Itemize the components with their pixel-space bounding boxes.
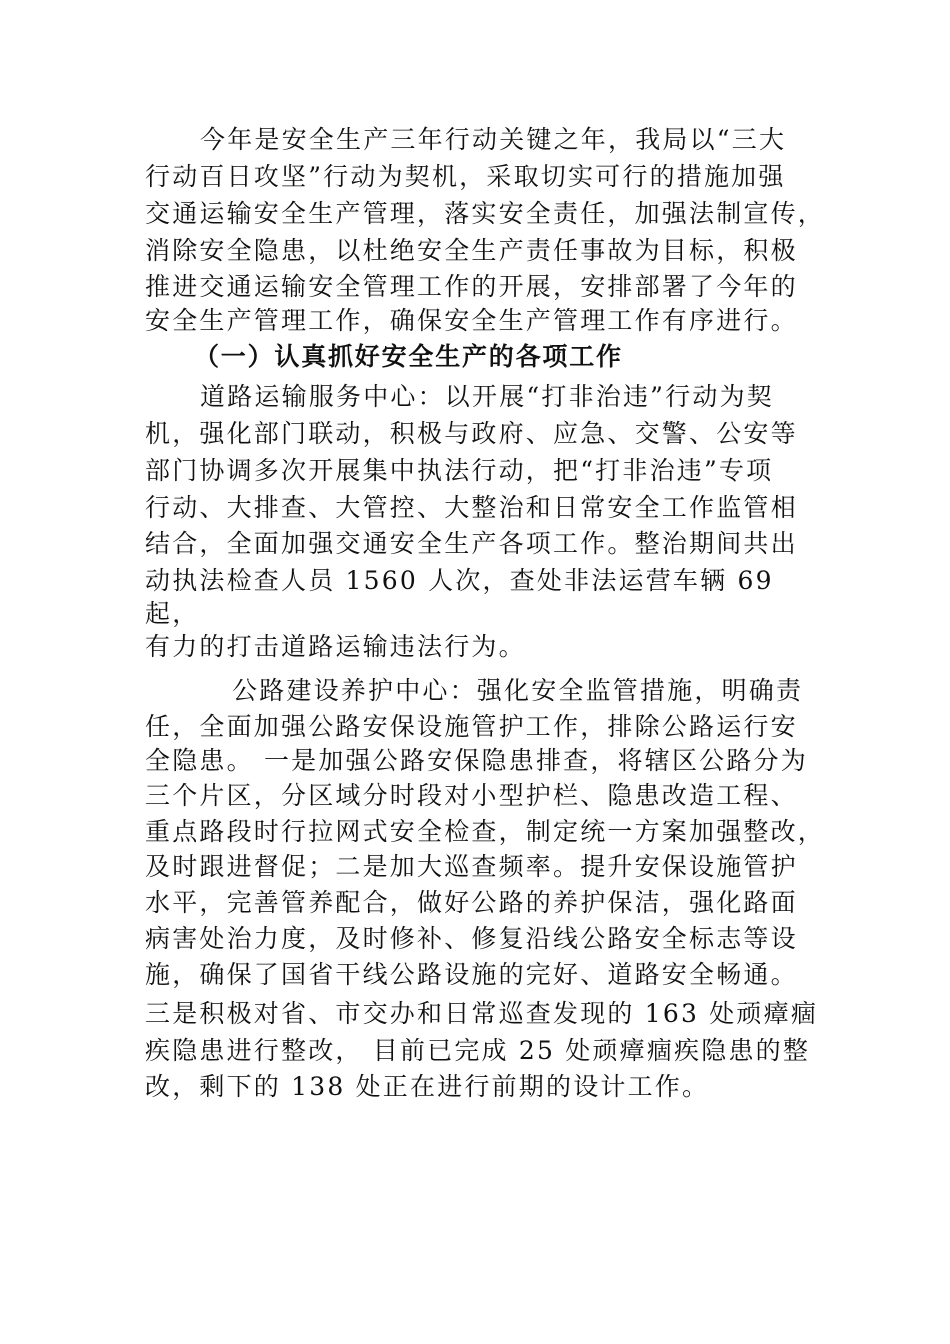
paragraph-2-line-4: 行动、大排查、大管控、大整治和日常安全工作监管相 <box>145 493 798 522</box>
paragraph-3-line-7: 水平，完善管养配合，做好公路的养护保洁，强化路面 <box>145 888 798 917</box>
paragraph-3-line-6: 及时跟进督促；二是加大巡查频率。提升安保设施管护 <box>145 852 798 881</box>
section-heading: （一）认真抓好安全生产的各项工作 <box>194 342 623 371</box>
paragraph-2-line-2: 机，强化部门联动，积极与政府、应急、交警、公安等 <box>145 419 798 448</box>
paragraph-1-line-5: 推进交通运输安全管理工作的开展，安排部署了今年的 <box>145 272 798 301</box>
paragraph-2-line-6: 动执法检查人员 1560 人次，查处非法运营车辆 69 <box>145 566 774 595</box>
paragraph-3-line-5: 重点路段时行拉网式安全检查，制定统一方案加强整改， <box>145 817 826 846</box>
paragraph-2-line-8: 有力的打击道路运输违法行为。 <box>145 632 526 661</box>
paragraph-2-line-5: 结合，全面加强交通安全生产各项工作。整治期间共出 <box>145 529 798 558</box>
paragraph-3-line-2: 任，全面加强公路安保设施管护工作，排除公路运行安 <box>145 712 798 741</box>
paragraph-3-line-1: 公路建设养护中心：强化安全监管措施，明确责 <box>232 676 804 705</box>
paragraph-2-line-7: 起， <box>145 599 200 628</box>
paragraph-2-line-3: 部门协调多次开展集中执法行动，把“打非治违”专项 <box>145 456 774 485</box>
paragraph-3-line-12: 改，剩下的 138 处正在进行前期的设计工作。 <box>145 1072 710 1101</box>
paragraph-2-line-1: 道路运输服务中心：以开展“打非治违”行动为契 <box>200 382 774 411</box>
paragraph-1-line-3: 交通运输安全生产管理，落实安全责任，加强法制宣传， <box>145 199 826 228</box>
paragraph-3-line-3: 全隐患。 一是加强公路安保隐患排查，将辖区公路分为 <box>145 746 808 775</box>
paragraph-3-line-9: 施，确保了国省干线公路设施的完好、道路安全畅通。 <box>145 960 798 989</box>
paragraph-3-line-10: 三是积极对省、市交办和日常巡查发现的 163 处顽瘴痼 <box>145 999 819 1028</box>
paragraph-1-line-2: 行动百日攻坚”行动为契机，采取切实可行的措施加强 <box>145 162 786 191</box>
paragraph-3-line-8: 病害处治力度，及时修补、修复沿线公路安全标志等设 <box>145 924 798 953</box>
paragraph-1-line-1: 今年是安全生产三年行动关键之年，我局以“三大 <box>200 125 787 154</box>
paragraph-3-line-4: 三个片区，分区域分时段对小型护栏、隐患改造工程、 <box>145 781 798 810</box>
paragraph-1-line-4: 消除安全隐患，以杜绝安全生产责任事故为目标，积极 <box>145 236 798 265</box>
paragraph-3-line-11: 疾隐患进行整改， 目前已完成 25 处顽瘴痼疾隐患的整 <box>145 1036 811 1065</box>
paragraph-1-line-6: 安全生产管理工作，确保安全生产管理工作有序进行。 <box>145 306 798 335</box>
